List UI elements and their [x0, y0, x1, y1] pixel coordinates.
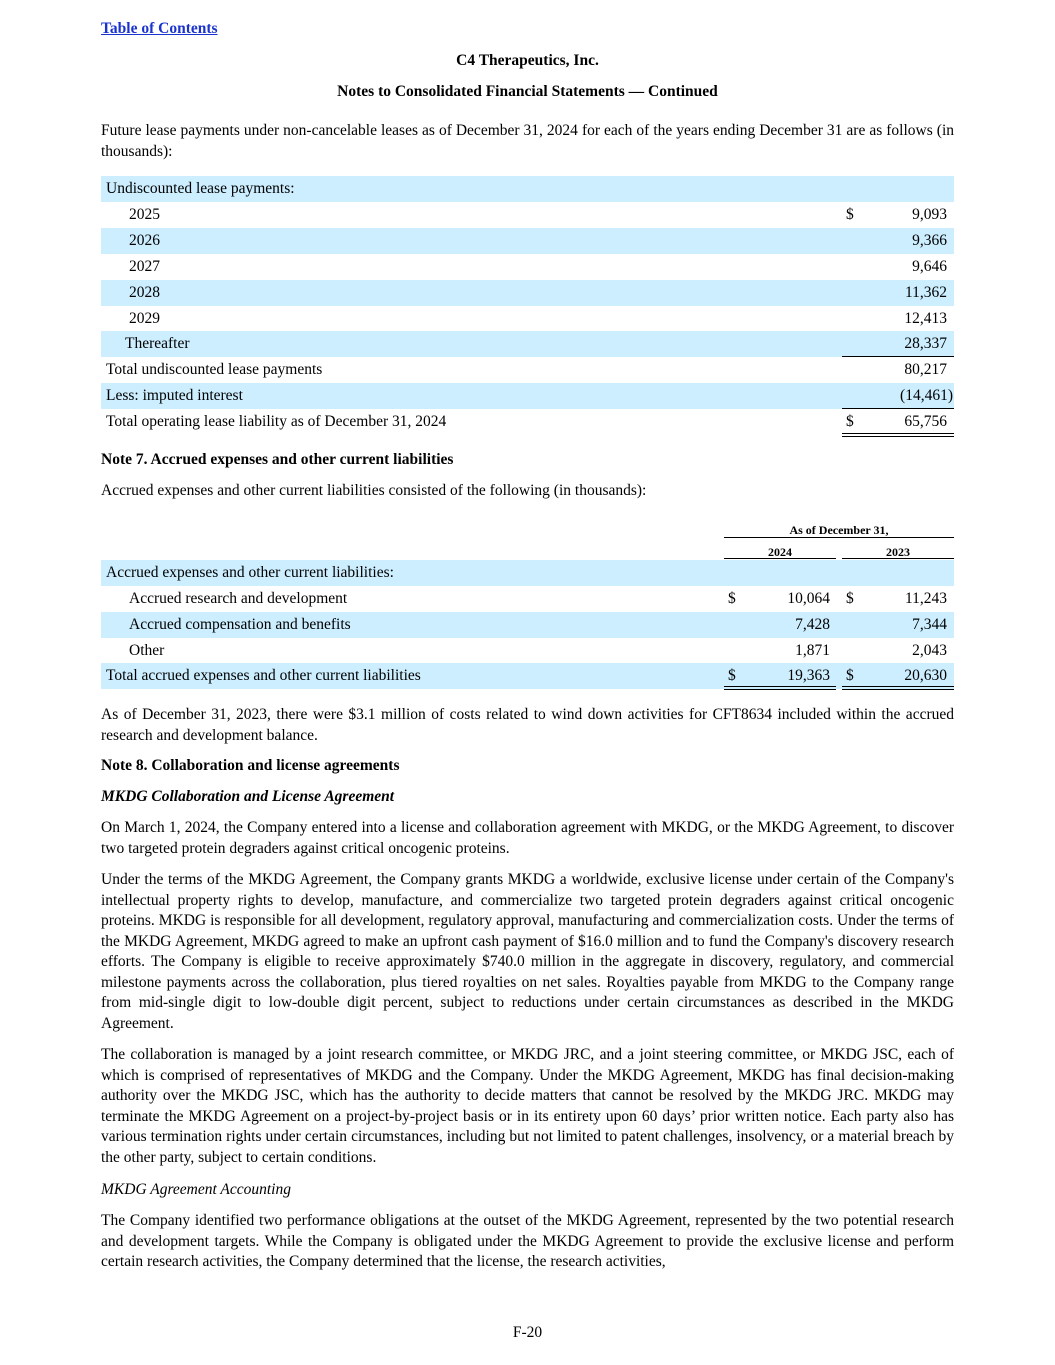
- double-underline: [842, 433, 954, 437]
- amount: 9,093: [912, 206, 947, 223]
- section-label: Accrued expenses and other current liabilities:: [106, 564, 394, 581]
- row-label: Accrued research and development: [129, 590, 348, 607]
- total-amount: 80,217: [904, 361, 947, 378]
- currency-symbol: $: [846, 590, 854, 607]
- row-label: Accrued compensation and benefits: [129, 616, 351, 633]
- currency-symbol: $: [846, 206, 854, 223]
- table-row: [101, 612, 954, 638]
- page-title: Notes to Consolidated Financial Statements — Continued: [337, 83, 718, 100]
- lease-intro-paragraph: Future lease payments under non-cancelable leases as of December 31, 2024 for each of the years ending December 31 are as follows (in thousands):: [101, 122, 954, 160]
- amount: 28,337: [904, 335, 947, 352]
- liability-amount: 65,756: [904, 413, 947, 430]
- amount: 9,366: [912, 232, 947, 249]
- table-row: [101, 202, 954, 228]
- liability-label: Total operating lease liability as of December 31, 2024: [106, 413, 447, 430]
- header-rule: [842, 558, 954, 559]
- table-row: [101, 638, 954, 664]
- note8-paragraph-1: On March 1, 2024, the Company entered into a license and collaboration agreement with MKDG, or the MKDG Agreement, to discover two targeted protein degraders against critical oncogenic proteins.: [101, 819, 954, 857]
- amount-2024: 7,428: [795, 616, 830, 633]
- company-name: C4 Therapeutics, Inc.: [456, 52, 599, 69]
- accounting-subheading: MKDG Agreement Accounting: [101, 1181, 291, 1198]
- total-row: [101, 357, 954, 383]
- note8-heading: Note 8. Collaboration and license agreements: [101, 757, 400, 774]
- imputed-interest-label: Less: imputed interest: [106, 387, 243, 404]
- total-label: Total accrued expenses and other current liabilities: [106, 667, 421, 684]
- total-row: [101, 409, 954, 435]
- table-row: [101, 586, 954, 612]
- table-row: [101, 383, 954, 409]
- note7-heading: Note 7. Accrued expenses and other current liabilities: [101, 451, 454, 468]
- currency-symbol: $: [728, 590, 736, 607]
- amount-2024: 1,871: [795, 642, 830, 659]
- total-label: Total undiscounted lease payments: [106, 361, 323, 378]
- year-label: 2025: [129, 206, 160, 223]
- double-underline: [724, 686, 836, 690]
- currency-symbol: $: [728, 667, 736, 684]
- table-section-row: [101, 560, 954, 586]
- table-section-row: [101, 176, 954, 202]
- currency-symbol: $: [846, 667, 854, 684]
- note8-paragraph-3: The collaboration is managed by a joint research committee, or MKDG JRC, and a joint steering committee, or MKDG JSC, each of which is comprised of representatives of MKDG and the Company. Under the MKDG Agreement, MKDG has final decision-making authority over the MKDG JSC, which has the authority to decide matters that cannot be resolved by the MKDG JRC. MKDG may terminate the MKDG Agreement on a project-by-project basis or in its entirety upon 60 days’ prior written notice. Each party also has various termination rights under certain circumstances, including but not limited to patent challenges, insolvency, or a material breach by the other party, subject to certain conditions.: [101, 1046, 954, 1166]
- row-label: Other: [129, 642, 165, 659]
- note8-subheading: MKDG Collaboration and License Agreement: [101, 788, 395, 805]
- column-group-header: As of December 31,: [789, 523, 889, 537]
- amount: 11,362: [904, 284, 947, 301]
- note8-paragraph-4: The Company identified two performance obligations at the outset of the MKDG Agreement, represented by the two potential research and development targets. While the Company is obligated under the MKDG Agreement to provide the exclusive license and perform certain research activities, the Company determined that the license, the research activities,: [101, 1212, 954, 1270]
- section-label: Undiscounted lease payments:: [106, 180, 295, 197]
- note7-after-paragraph: As of December 31, 2023, there were $3.1 million of costs related to wind down activities for CFT8634 included within the accrued research and development balance.: [101, 706, 954, 744]
- table-row: [101, 280, 954, 306]
- column-header-2024: 2024: [768, 545, 792, 559]
- amount-2023: 11,243: [904, 590, 947, 607]
- note7-intro: Accrued expenses and other current liabilities consisted of the following (in thousands):: [101, 482, 647, 499]
- year-label: 2027: [129, 258, 160, 275]
- table-row: [101, 306, 954, 332]
- total-2024: 19,363: [787, 667, 830, 684]
- year-label: Thereafter: [125, 335, 190, 352]
- year-label: 2028: [129, 284, 160, 301]
- column-header-2023: 2023: [886, 545, 910, 559]
- double-underline: [842, 686, 954, 690]
- amount-2023: 7,344: [912, 616, 947, 633]
- table-row: [101, 254, 954, 280]
- year-label: 2029: [129, 310, 160, 327]
- page-number: F-20: [512, 1324, 543, 1341]
- amount: 9,646: [912, 258, 947, 275]
- currency-symbol: $: [846, 413, 854, 430]
- table-row: [101, 331, 954, 357]
- note8-paragraph-2: Under the terms of the MKDG Agreement, the Company grants MKDG a worldwide, exclusive license under certain of the Company's intellectual property rights to develop, manufacture, and commercialize two targeted protein degraders against critical oncogenic proteins. MKDG is responsible for all development, regulatory approval, manufacturing and commercialization costs. Under the terms of the MKDG Agreement, MKDG agreed to make an upfront cash payment of $16.0 million and to fund the Company's discovery research efforts. The Company is eligible to receive approximately $740.0 million in the aggregate in discovery, regulatory, and commercial milestone payments across the collaboration, plus tiered royalties on net sales. Royalties payable from MKDG to the Company range from mid-single digit to low-double digit percent, subject to reductions under certain circumstances as described in the MKDG Agreement.: [101, 871, 954, 1032]
- header-rule: [724, 537, 954, 538]
- year-label: 2026: [129, 232, 160, 249]
- amount-2024: 10,064: [787, 590, 830, 607]
- total-2023: 20,630: [904, 667, 947, 684]
- imputed-interest-amount: (14,461): [900, 387, 953, 404]
- table-row: [101, 228, 954, 254]
- amount: 12,413: [904, 310, 947, 327]
- table-of-contents-link[interactable]: Table of Contents: [101, 20, 218, 37]
- header-rule: [724, 558, 836, 559]
- amount-2023: 2,043: [912, 642, 947, 659]
